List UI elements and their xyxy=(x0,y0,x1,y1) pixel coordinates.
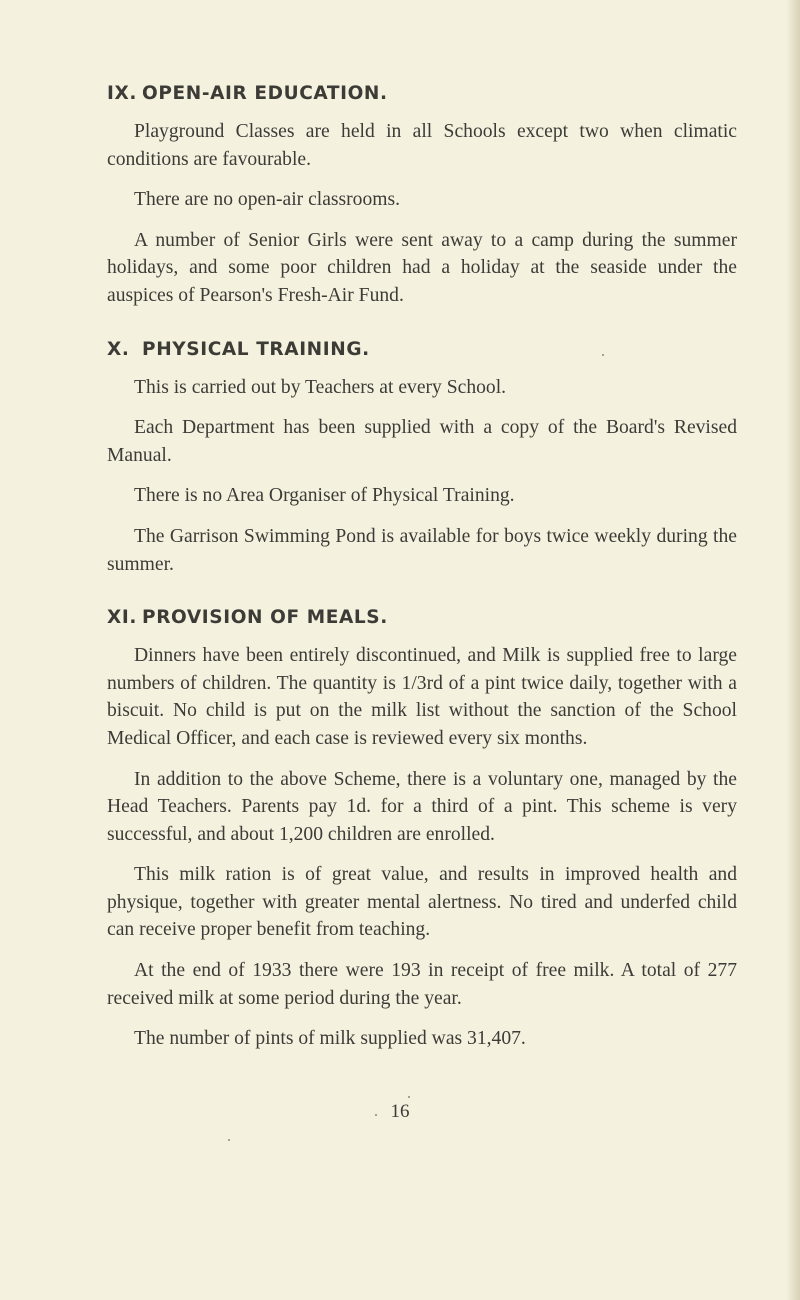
section-heading xyxy=(107,80,737,108)
section-number: XI. xyxy=(107,607,137,629)
report-body xyxy=(107,80,737,1053)
paper-speck xyxy=(228,1139,230,1141)
section-open-air-education xyxy=(107,80,737,310)
page-number: 16 xyxy=(390,1101,410,1122)
paragraph: In addition to the above Scheme, there is a voluntary one, managed by the Head Teachers. Parents pay 1d. for a third of a pint. This scheme is very successful, and about 1,200 children are enrolled. xyxy=(107,768,737,845)
paragraph: A number of Senior Girls were sent away to a camp during the summer holidays, and some poor children had a holiday at the seaside under the auspices of Pearson's Fresh-Air Fund. xyxy=(107,229,737,306)
paragraph: This is carried out by Teachers at every School. xyxy=(134,376,507,398)
section-title: PHYSICAL TRAINING. xyxy=(142,338,370,360)
paragraph: The Garrison Swimming Pond is available for boys twice weekly during the summer. xyxy=(107,525,737,575)
paragraph: Playground Classes are held in all Schools except two when climatic conditions are favourable. xyxy=(107,121,737,170)
paragraph: The number of pints of milk supplied was 31,407. xyxy=(134,1028,526,1050)
paragraph: Each Department has been supplied with a copy of the Board's Revised Manual. xyxy=(107,417,737,466)
paper-speck xyxy=(408,1096,410,1098)
section-provision-of-meals xyxy=(107,604,737,1053)
paragraph: There are no open-air classrooms. xyxy=(134,189,401,211)
section-heading xyxy=(107,336,737,364)
section-number: IX. xyxy=(107,83,137,104)
paragraph: Dinners have been entirely discontinued, and Milk is supplied free to large numbers of children. The quantity is 1/3rd of a pint twice daily, together with a biscuit. No child is put on the milk list without the sanction of the School Medical Officer, and each case is reviewed every six months. xyxy=(107,645,737,749)
section-title: PROVISION OF MEALS. xyxy=(142,607,388,629)
paragraph: At the end of 1933 there were 193 in receipt of free milk. A total of 277 received milk at some period during the year. xyxy=(107,960,737,1009)
section-physical-training xyxy=(107,336,737,579)
section-title: OPEN-AIR EDUCATION. xyxy=(142,83,388,104)
paper-speck xyxy=(602,354,604,356)
section-number: X. xyxy=(107,338,130,360)
paper-speck xyxy=(375,1114,377,1116)
paragraph: There is no Area Organiser of Physical Training. xyxy=(134,485,515,507)
paragraph: This milk ration is of great value, and results in improved health and physique, together with greater mental alertness. No tired and underfed child can receive proper benefit from teaching. xyxy=(107,864,737,941)
section-heading xyxy=(107,604,737,632)
